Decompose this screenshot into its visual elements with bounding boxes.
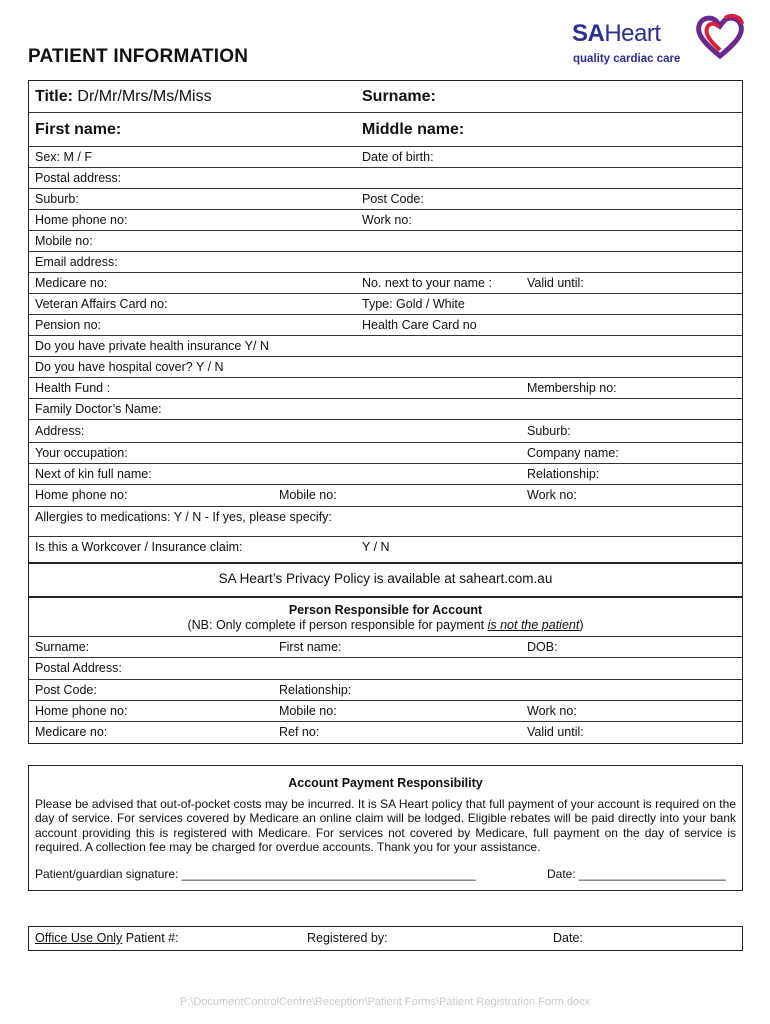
resp-relationship-field[interactable]: Relationship: xyxy=(279,683,352,697)
health-care-card-field[interactable]: Health Care Card no xyxy=(362,318,477,332)
title-field[interactable]: Title: Dr/Mr/Mrs/Ms/Miss xyxy=(35,88,212,105)
office-patient-field[interactable]: Office Use Only Patient #: xyxy=(35,931,179,945)
workcover-field[interactable]: Is this a Workcover / Insurance claim: xyxy=(35,540,243,554)
medicare-row xyxy=(29,273,742,294)
hospital-cover-row xyxy=(29,357,742,378)
work-no-field[interactable]: Work no: xyxy=(362,213,412,227)
allergies-field[interactable]: Allergies to medications: Y / N - If yes, please specify: xyxy=(35,510,332,524)
resp-post-code-field[interactable]: Post Code: xyxy=(35,683,97,697)
first-name-field[interactable]: First name: xyxy=(35,121,122,138)
responsible-heading-row xyxy=(29,598,742,637)
next-of-kin-row xyxy=(29,464,742,485)
office-use-section xyxy=(28,926,743,951)
privacy-text: SA Heart’s Privacy Policy is available at saheart.com.au xyxy=(218,571,553,586)
signature-date-field[interactable]: Date: ______________________ xyxy=(547,867,726,881)
doctor-address-row xyxy=(29,420,742,443)
resp-phone-row xyxy=(29,701,742,722)
private-insurance-row xyxy=(29,336,742,357)
responsible-heading: Person Responsible for Account xyxy=(288,603,483,617)
workcover-row xyxy=(29,537,742,562)
name-row xyxy=(29,113,742,147)
privacy-section xyxy=(28,563,743,597)
logo-tagline: quality cardiac care xyxy=(573,53,681,65)
doctor-suburb-field[interactable]: Suburb: xyxy=(527,424,571,438)
payment-section xyxy=(28,765,743,891)
resp-medicare-row xyxy=(29,722,742,743)
valid-until-field[interactable]: Valid until: xyxy=(527,276,584,290)
saheart-logo xyxy=(572,12,752,72)
workcover-yn[interactable]: Y / N xyxy=(362,540,390,554)
email-row xyxy=(29,252,742,273)
phone-row xyxy=(29,210,742,231)
signature-field[interactable]: Patient/guardian signature: ____________________________________________ xyxy=(35,867,476,881)
responsible-note: (NB: Only complete if person responsible for payment is not the patient) xyxy=(187,618,584,632)
pension-row xyxy=(29,315,742,336)
post-code-field[interactable]: Post Code: xyxy=(362,192,424,206)
home-phone-field[interactable]: Home phone no: xyxy=(35,213,128,227)
resp-home-phone-field[interactable]: Home phone no: xyxy=(35,704,128,718)
veteran-card-field[interactable]: Veteran Affairs Card no: xyxy=(35,297,168,311)
resp-first-name-field[interactable]: First name: xyxy=(279,640,342,654)
logo-brand: SAHeart xyxy=(572,20,661,47)
card-type-field[interactable]: Type: Gold / White xyxy=(362,297,465,311)
pension-field[interactable]: Pension no: xyxy=(35,318,102,332)
resp-name-row xyxy=(29,637,742,658)
kin-mobile-field[interactable]: Mobile no: xyxy=(279,488,337,502)
office-date-field[interactable]: Date: xyxy=(553,931,583,945)
postal-row xyxy=(29,168,742,189)
email-field[interactable]: Email address: xyxy=(35,255,118,269)
doctor-address-field[interactable]: Address: xyxy=(35,424,85,438)
health-fund-row xyxy=(29,378,742,399)
family-doctor-field[interactable]: Family Doctor’s Name: xyxy=(35,402,162,416)
suburb-row xyxy=(29,189,742,210)
payment-body: Please be advised that out-of-pocket costs may be incurred. It is SA Heart policy that full payment of your account is required on the day of service. For services covered by Medicare an online claim will be lodged. Eligible rebates will be paid directly into your bank account providing this is registered with Medicare. For services not covered by Medicare, full payment on the day of service is required. A collection fee may be charged for overdue accounts. Thank you for your assistance. xyxy=(35,797,736,855)
occupation-field[interactable]: Your occupation: xyxy=(35,446,128,460)
no-next-to-name-field[interactable]: No. next to your name : xyxy=(362,276,492,290)
footer-file-path: P:\DocumentControlCentre\Reception\Patient Forms\Patient Registration Form.docx xyxy=(179,996,591,1008)
resp-valid-field[interactable]: Valid until: xyxy=(527,725,584,739)
suburb-field[interactable]: Suburb: xyxy=(35,192,79,206)
heart-icon xyxy=(695,12,745,60)
resp-medicare-field[interactable]: Medicare no: xyxy=(35,725,108,739)
dob-field[interactable]: Date of birth: xyxy=(362,150,434,164)
relationship-field[interactable]: Relationship: xyxy=(527,467,600,481)
mobile-row xyxy=(29,231,742,252)
office-registered-field[interactable]: Registered by: xyxy=(307,931,388,945)
allergies-row xyxy=(29,507,742,537)
sex-field[interactable]: Sex: M / F xyxy=(35,150,92,164)
title-row xyxy=(29,81,742,113)
resp-work-field[interactable]: Work no: xyxy=(527,704,577,718)
patient-details-section xyxy=(28,80,743,563)
resp-postal-row xyxy=(29,658,742,680)
private-insurance-field[interactable]: Do you have private health insurance Y/ N xyxy=(35,339,269,353)
responsible-section xyxy=(28,597,743,744)
hospital-cover-field[interactable]: Do you have hospital cover? Y / N xyxy=(35,360,224,374)
health-fund-field[interactable]: Health Fund : xyxy=(35,381,111,395)
kin-home-phone-field[interactable]: Home phone no: xyxy=(35,488,128,502)
occupation-row xyxy=(29,443,742,464)
resp-surname-field[interactable]: Surname: xyxy=(35,640,90,654)
surname-field[interactable]: Surname: xyxy=(362,88,436,105)
payment-heading: Account Payment Responsibility xyxy=(288,776,483,790)
postal-address-field[interactable]: Postal address: xyxy=(35,171,122,185)
mobile-field[interactable]: Mobile no: xyxy=(35,234,93,248)
resp-dob-field[interactable]: DOB: xyxy=(527,640,558,654)
veteran-row xyxy=(29,294,742,315)
resp-ref-field[interactable]: Ref no: xyxy=(279,725,320,739)
page-title: PATIENT INFORMATION xyxy=(28,46,249,67)
resp-postal-field[interactable]: Postal Address: xyxy=(35,661,122,675)
resp-postcode-row xyxy=(29,680,742,701)
kin-phone-row xyxy=(29,485,742,507)
sex-row xyxy=(29,147,742,168)
resp-mobile-field[interactable]: Mobile no: xyxy=(279,704,337,718)
medicare-field[interactable]: Medicare no: xyxy=(35,276,108,290)
membership-field[interactable]: Membership no: xyxy=(527,381,617,395)
next-of-kin-field[interactable]: Next of kin full name: xyxy=(35,467,152,481)
kin-work-field[interactable]: Work no: xyxy=(527,488,577,502)
company-field[interactable]: Company name: xyxy=(527,446,619,460)
middle-name-field[interactable]: Middle name: xyxy=(362,121,465,138)
family-doctor-row xyxy=(29,399,742,420)
